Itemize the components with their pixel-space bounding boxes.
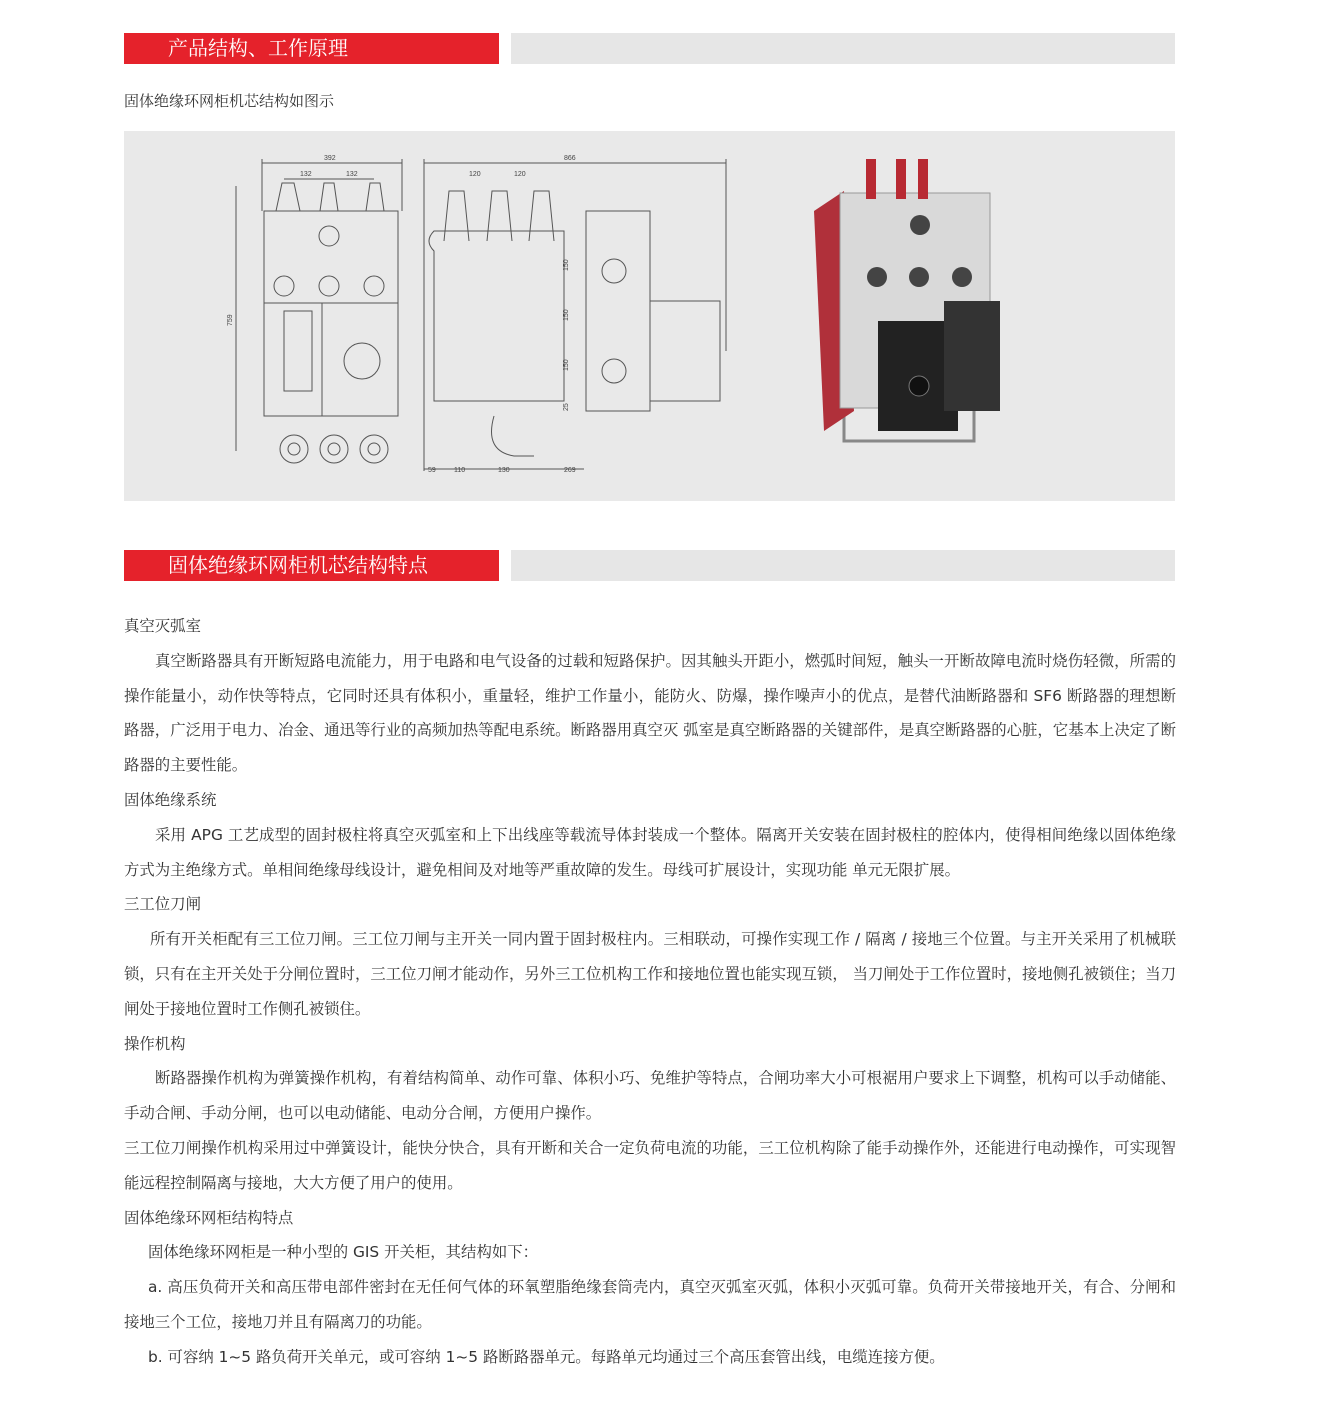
paragraph: 断路器操作机构为弹簧操作机构，有着结构简单、动作可靠、体积小巧、免维护等特点，合闸功率大小可根裾用户要求上下调整，机构可以手动储能、手动合闸、手动分闸，也可以电动储能、电动分合闸，方便用户操作。 <box>124 1069 1176 1123</box>
section-title: 固体绝缘环网柜机芯结构特点 <box>124 550 499 581</box>
technical-drawing <box>124 131 1175 501</box>
dim-side-pitch-2: 120 <box>514 171 526 178</box>
section-bar-fill <box>511 550 1175 581</box>
paragraph: 采用 APG 工艺成型的固封极柱将真空灭弧室和上下出线座等载流导体封装成一个整体。隔离开关安装在固封极柱的腔体内，使得相间绝缘以固体绝缘方式为主绝缘方式。单相间绝缘母线设计，避免相间及对地等严重故障的发生。母线可扩展设计，实现功能 单元无限扩展。 <box>124 825 1176 879</box>
front-view-drawing <box>236 159 402 463</box>
heading-vacuum: 真空灭弧室 <box>124 617 201 635</box>
section-title: 产品结构、工作原理 <box>124 33 499 64</box>
list-item: a. 高压负荷开关和高压带电部件密封在无任何气体的环氧塑脂绝缘套筒壳内，真空灭弧室灭弧，体积小灭弧可靠。负荷开关带接地开关，有合、分闸和接地三个工位，接地刀并且有隔离刀的功能。 <box>124 1278 1176 1331</box>
dim-front-pitch-2: 132 <box>346 171 358 178</box>
dim-front-height: 759 <box>227 314 234 326</box>
structure-figure <box>124 131 1175 501</box>
heading-structure: 固体绝缘环网柜结构特点 <box>124 1208 294 1227</box>
section-header-structure <box>124 33 1175 64</box>
dim-side-v3: 150 <box>563 359 570 371</box>
list-item: b. 可容纳 1~5 路负荷开关单元，或可容纳 1~5 路断路器单元。每路单元均通过三个高压套管出线，电缆连接方便。 <box>148 1347 945 1366</box>
paragraph: 固体绝缘环网柜是一种小型的 GIS 开关柜，其结构如下： <box>148 1243 539 1262</box>
product-photo <box>814 159 1000 441</box>
dim-side-pitch-1: 120 <box>469 171 481 178</box>
dim-side-b4: 269 <box>564 467 576 474</box>
article-body <box>124 609 1176 1375</box>
intro-caption: 固体绝缘环网柜机芯结构如图示 <box>124 92 335 110</box>
dim-front-pitch-1: 132 <box>300 171 312 178</box>
heading-mechanism: 操作机构 <box>124 1034 186 1053</box>
dim-side-b3: 130 <box>498 467 510 474</box>
heading-three-position: 三工位刀闸 <box>124 895 201 914</box>
side-view-drawing <box>424 159 726 471</box>
dim-side-width: 866 <box>564 155 576 162</box>
dim-side-b1: 59 <box>428 467 436 474</box>
dim-side-v1: 150 <box>563 259 570 271</box>
section-header-features <box>124 550 1175 581</box>
dim-side-v4: 25 <box>563 403 570 411</box>
dim-side-v2: 150 <box>563 309 570 321</box>
section-bar-fill <box>511 33 1175 64</box>
heading-insulation: 固体绝缘系统 <box>124 790 217 809</box>
dim-front-width: 392 <box>324 155 336 162</box>
paragraph: 真空断路器具有开断短路电流能力，用于电路和电气设备的过载和短路保护。因其触头开距小，燃弧时间短，触头一开断故障电流时烧伤轻微，所需的操作能量小，动作快等特点，它同时还具有体积小，重量轻，维护工作量小，能防火、防爆，操作噪声小的优点，是替代油断路器和 SF6 断路器的理想断路器，广泛用于电力、冶金、通迅等行业的高频加热等配电系统。断路器用真空灭 弧室是真空断路器的关键部件，是真空断路器的心脏，它基本上决定了断路器的主要性能。 <box>124 651 1176 775</box>
dim-side-b2: 110 <box>454 467 466 474</box>
paragraph: 所有开关柜配有三工位刀闸。三工位刀闸与主开关一同内置于固封极柱内。三相联动，可操作实现工作 / 隔离 / 接地三个位置。与主开关采用了机械联锁，只有在主开关处于分闸位置时，三工位刀闸才能动作，另外三工位机构工作和接地位置也能实现互锁， 当刀闸处于工作位置时，接地侧孔被锁住；当刀闸处于接地位置时工作侧孔被锁住。 <box>124 930 1176 1018</box>
paragraph: 三工位刀闸操作机构采用过中弹簧设计，能快分快合，具有开断和关合一定负荷电流的功能，三工位机构除了能手动操作外，还能进行电动操作，可实现智能远程控制隔离与接地，大大方便了用户的使用。 <box>124 1138 1176 1192</box>
